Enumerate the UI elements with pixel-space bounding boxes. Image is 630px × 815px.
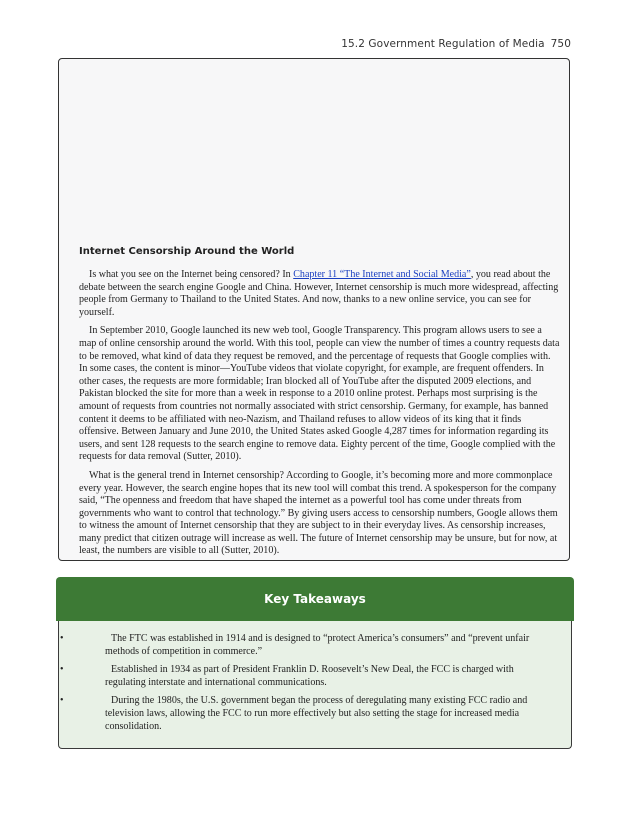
paragraph-3: What is the general trend in Internet censorship? According to Google, it’s becoming more and more commonplace every year. However, the search engine hopes that its new tool will combat this trend. A spokesperson for the company said, “The openness and freedom that have shaped the internet as a powerful tool has come under threats from governments who want to control that technology.” By giving users access to censorship numbers, Google allows them to witness the amount of Internet censorship that they are subject to in their everyday lives. As censorship increases, many predict that citizen outrage will increase as well. The future of Internet censorship may be unsure, but for now, at least, the numbers are visible to all (Sutter, 2010). <box>79 469 558 557</box>
sidebar-box <box>58 58 570 561</box>
key-takeaways-body <box>58 621 572 749</box>
bullet-icon: • <box>60 633 64 644</box>
box-heading: Internet Censorship Around the World <box>79 246 295 257</box>
page-number: 750 <box>550 38 571 50</box>
list-item-text: During the 1980s, the U.S. government began the process of deregulating many existing FCC radio and television laws, allowing the FCC to run more effectively but also setting the stage for increased media consolidation. <box>105 695 528 732</box>
list-item-text: Established in 1934 as part of President Franklin D. Roosevelt’s New Deal, the FCC is charged with regulating interstate and international communications. <box>105 664 514 688</box>
key-takeaways-title: Key Takeaways <box>56 577 574 621</box>
list-item <box>60 664 555 689</box>
box-body <box>79 269 560 564</box>
p1-text-after: , you read about the debate between the search engine Google and China. However, Internet censorship is much more widespread, affecting people from Germany to Thailand to the United States. And now, thanks to a new online service, you can see for yourself. <box>79 269 559 318</box>
p1-text-before: Is what you see on the Internet being censored? In <box>89 269 294 280</box>
list-item <box>60 633 555 658</box>
chapter-link[interactable]: Chapter 11 “The Internet and Social Media” <box>293 269 471 280</box>
list-item <box>60 695 555 733</box>
takeaways-list <box>60 633 555 739</box>
paragraph-2: In September 2010, Google launched its new web tool, Google Transparency. This program allows users to see a map of online censorship around the world. With this tool, people can view the number of times a country requests data to be removed, what kind of data they request be removed, and the percentage of requests that Google complies with. In some cases, the content is minor—YouTube videos that violate copyright, for example, are frequent offenders. In other cases, the requests are more formidable; Iran blocked all of YouTube after the disputed 2009 elections, and Pakistan blocked the site for more than a week in response to a 2010 online protest. Perhaps most surprising is the amount of requests from countries not normally associated with strict censorship. Germany, for example, has banned content it deems to be affiliated with neo-Nazism, and Thailand refuses to allow videos of its king that it finds offensive. Between January and June 2010, the United States asked Google 4,287 times for information regarding its users, and sent 128 requests to the search engine to remove data. Eighty percent of the time, Google complied with the requests for data removal (Sutter, 2010). <box>79 325 560 463</box>
bullet-icon: • <box>60 695 64 707</box>
paragraph-1 <box>79 269 560 319</box>
section-title: 15.2 Government Regulation of Media <box>341 38 545 50</box>
bullet-icon: • <box>60 664 64 676</box>
list-item-text: The FTC was established in 1914 and is designed to “protect America’s consumers” and “prevent unfair methods of competition in commerce.” <box>105 633 530 657</box>
key-takeaways <box>56 577 574 749</box>
running-head <box>341 38 571 50</box>
